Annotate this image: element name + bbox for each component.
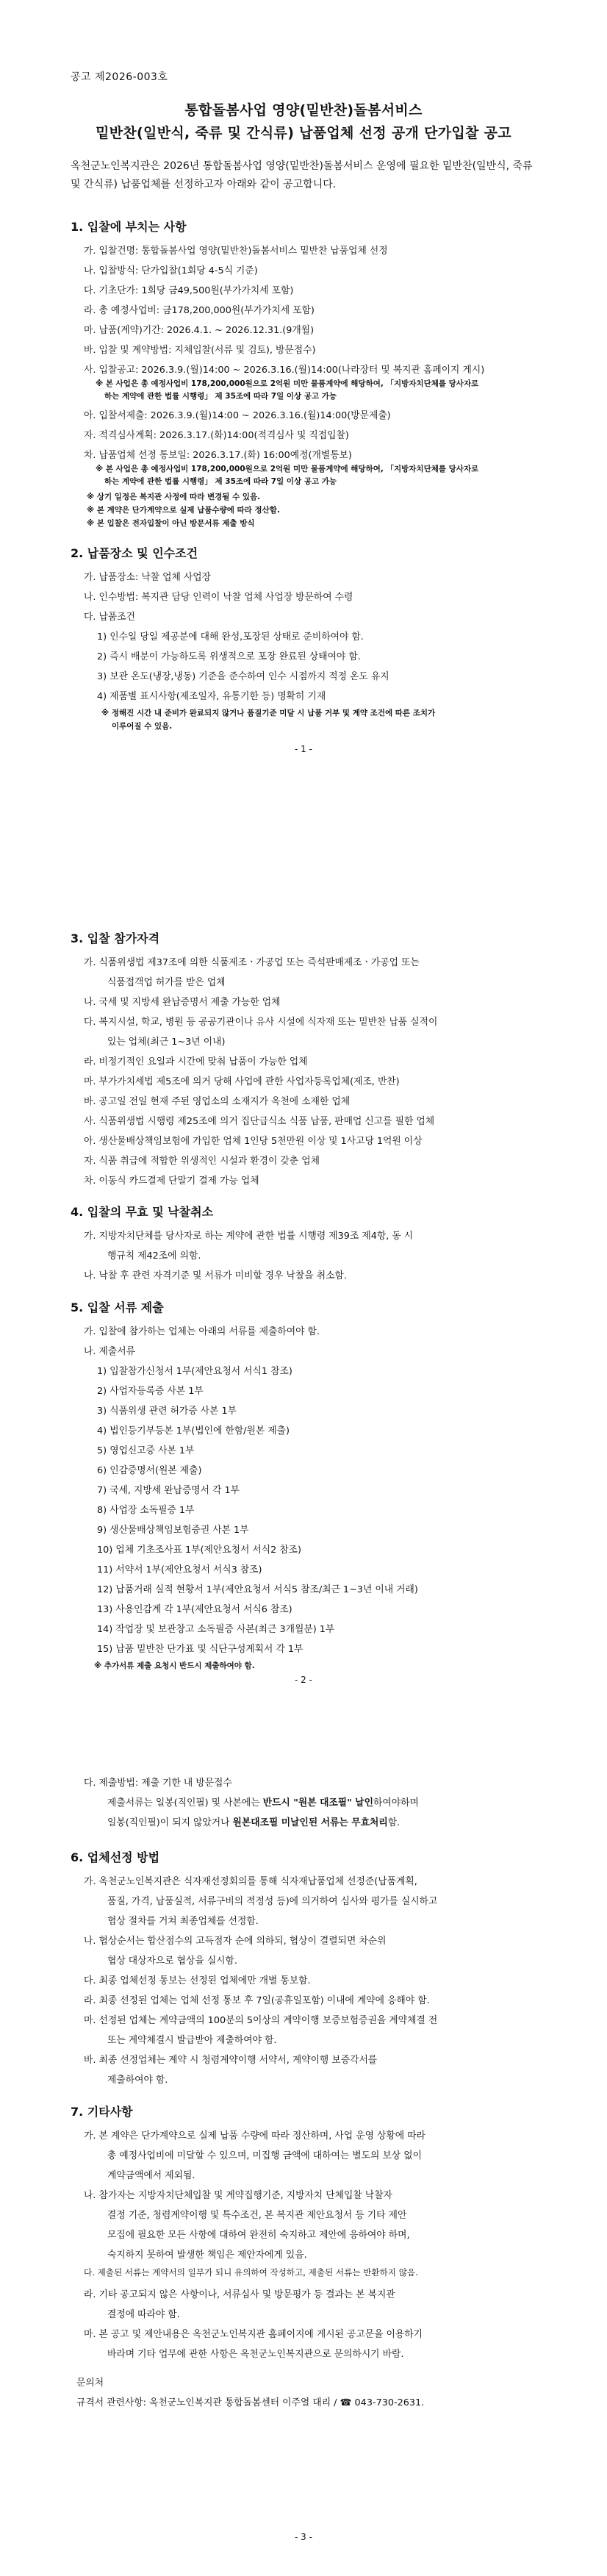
document-item: 7) 국세, 지방세 완납증명서 각 1부 <box>97 1485 240 1496</box>
s7-item-ga-1: 가. 본 계약은 단가계약으로 실제 납품 수량에 따라 정산하며, 사업 운영 상황에 따라 <box>84 2130 425 2142</box>
document-item: 14) 작업장 및 보관창고 소독필증 사본(최근 3개월분) 1부 <box>97 1624 335 1635</box>
intro-paragraph: 옥천군노인복지관은 2026년 통합돌봄사업 영양(밑반찬)돌봄서비스 운영에 필요한 밑반찬(일반식, 죽류 및 간식류) 납품업체를 선정하고자 아래와 같이 공고합니다. <box>71 160 533 190</box>
s3-item-cha: 차. 이동식 카드결제 단말기 결제 가능 업체 <box>84 1176 259 1187</box>
s5-item-na: 나. 제출서류 <box>84 1346 135 1357</box>
s1-note-method: ※ 본 입찰은 전자입찰이 아닌 방문서류 제출 방식 <box>87 519 255 528</box>
document-item: 9) 생산물배상책임보험증권 사본 1부 <box>97 1525 249 1536</box>
s1-item-ja: 자. 적격심사계획: 2026.3.17.(화)14:00(적격심사 및 직접입찰) <box>84 430 349 441</box>
contact-phone: 043-730-2631. <box>351 2397 425 2408</box>
page-number-2: - 2 - <box>295 1675 312 1685</box>
s6-item-ma-2: 또는 계약체결시 발급받아 제출하여야 함. <box>107 2035 277 2046</box>
s6-item-na-2: 협상 대상자으로 협상을 실시함. <box>107 1956 237 1967</box>
s2-condition-2: 2) 즉시 배분이 가능하도록 위생적으로 포장 완료된 상태여야 함. <box>97 651 361 662</box>
s2-item-da: 다. 납품조건 <box>84 612 135 623</box>
s1-item-ba: 바. 입찰 및 계약방법: 지체입찰(서류 및 검토), 방문접수) <box>84 345 316 356</box>
s2-condition-3: 3) 보관 온도(냉장,냉동) 기준을 준수하여 인수 시점까지 적정 온도 유지 <box>97 671 389 682</box>
title-line-2: 밑반찬(일반식, 죽류 및 간식류) 납품업체 선정 공개 단가입찰 공고 <box>96 125 511 141</box>
contact-line <box>76 2394 424 2408</box>
s1-cha-note-2: 하는 계약에 관한 법률 시행령」 제 35조에 따라 7일 이상 공고 가능 <box>104 477 337 486</box>
s3-item-na: 나. 국세 및 지방세 완납증명서 제출 가능한 업체 <box>84 997 281 1008</box>
s1-cha-note-1: ※ 본 사업은 총 예정사업비 178,200,000원으로 2억원 미만 물품계약에 해당하여, 「지방자치단체를 당사자로 <box>96 465 479 473</box>
s2-condition-4: 4) 제품별 표시사항(제조일자, 유통기한 등) 명확히 기재 <box>97 691 326 702</box>
section-4-heading: 4. 입찰의 무효 및 낙찰취소 <box>71 1205 214 1219</box>
s6-item-na-1: 나. 협상순서는 합산점수의 고득점자 순에 의하되, 협상이 결렬되면 차순위 <box>84 1936 387 1947</box>
page-number-3: - 3 - <box>295 2532 312 2542</box>
s3-item-ga-1: 가. 식품위생법 제37조에 의한 식품제조ㆍ가공업 또는 즉석판매제조ㆍ가공업 또는 <box>84 957 420 968</box>
section-6-heading: 6. 업체선정 방법 <box>71 1850 160 1864</box>
s7-item-ma-2: 바라며 기타 업무에 관한 사항은 옥천군노인복지관으로 문의하시기 바람. <box>107 2349 404 2360</box>
s7-item-ma-1: 마. 본 공고 및 제안내용은 옥천군노인복지관 홈페이지에 게시된 공고문을 이용하기 <box>84 2329 423 2340</box>
document-item: 12) 납품거래 실적 현황서 1부(제안요청서 서식5 참조/최근 1~3년 이내 거래) <box>97 1584 418 1595</box>
s7-item-ra-1: 라. 기타 공고되지 않은 사항이나, 서류심사 및 방문평가 등 결과는 본 복지관 <box>84 2289 395 2300</box>
document-item: 3) 식품위생 관련 허가증 사본 1부 <box>97 1406 237 1417</box>
s2-note-1: ※ 정해진 시간 내 준비가 완료되지 않거나 품질기준 미달 시 납품 거부 및 계약 조건에 따른 조치가 <box>101 709 436 718</box>
s5-da-text-end: 함. <box>387 1817 401 1828</box>
document-item: 13) 사용인감계 각 1부(제안요청서 서식6 참조) <box>97 1604 292 1615</box>
document-item: 4) 법인등기부등본 1부(법인에 한함/원본 제출) <box>97 1425 290 1437</box>
page-3 <box>0 1719 607 2576</box>
s3-item-ra: 라. 비정기적인 요일과 시간에 맞춰 납품이 가능한 업체 <box>84 1056 308 1067</box>
s5-da-text: 일봉(직인필)이 되지 않았거나 <box>107 1817 233 1828</box>
s6-item-da: 다. 최종 업체선정 통보는 선정된 업체에만 개별 통보함. <box>84 1975 311 1986</box>
s5-item-da-1: 다. 제출방법: 제출 기한 내 방문접수 <box>84 1778 232 1789</box>
contact-text: 규격서 관련사항: 옥천군노인복지관 통합돌봄센터 이주열 대리 / <box>76 2397 340 2408</box>
s5-da-emphasis: 반드시 "원본 대조필" 날인 <box>262 1797 374 1808</box>
s7-item-ga-3: 계약금액에서 제외됨. <box>107 2170 195 2181</box>
s1-item-da: 다. 기초단가: 1회당 금49,500원(부가가치세 포함) <box>84 285 294 296</box>
title-line-1: 통합돌봄사업 영양(밑반찬)돌봄서비스 <box>184 102 423 118</box>
s1-sa-note-1: ※ 본 사업은 총 예정사업비 178,200,000원으로 2억원 미만 물품계약에 해당하여, 「지방자치단체를 당사자로 <box>96 379 479 388</box>
s7-item-na-3: 모집에 필요한 모든 사항에 대하여 완전히 숙지하고 제안에 응하여야 하며, <box>107 2230 410 2241</box>
s1-item-ga: 가. 입찰건명: 통합돌봄사업 영양(밑반찬)돌봄서비스 밑반찬 납품업체 선정 <box>84 246 388 257</box>
contact-label: 문의처 <box>76 2378 104 2389</box>
s2-note-2: 이루어질 수 있음. <box>112 722 173 731</box>
s1-item-cha: 차. 납품업체 선정 통보일: 2026.3.17.(화) 16:00예정(개별통보) <box>84 450 352 461</box>
document-item: 11) 서약서 1부(제안요청서 서식3 참조) <box>97 1564 262 1575</box>
s5-item-da-2 <box>107 1795 419 1808</box>
s4-item-ga-2: 행규칙 제42조에 의함. <box>107 1251 201 1262</box>
s6-item-ba-2: 제출하여야 함. <box>107 2075 168 2086</box>
s3-item-a: 아. 생산물배상책임보험에 가입한 업체 1인당 5천만원 이상 및 1사고당 1억원 이상 <box>84 1136 423 1147</box>
s5-note: ※ 추가서류 제출 요청시 반드시 제출하여야 함. <box>94 1661 255 1670</box>
s1-item-a: 아. 입찰서제출: 2026.3.9.(월)14:00 ~ 2026.3.16.(월)14:00(방문제출) <box>84 410 391 421</box>
section-2-heading: 2. 납품장소 및 인수조건 <box>71 546 198 560</box>
s7-item-na-2: 결정 기준, 청렴계약이행 및 특수조건, 본 복지관 제안요청서 등 기타 제안 <box>107 2210 407 2221</box>
s3-item-ga-2: 식품접객업 허가를 받은 업체 <box>107 977 226 988</box>
document-item: 15) 납품 밑반찬 단가표 및 식단구성계획서 각 1부 <box>97 1644 304 1655</box>
s1-note-unit-price: ※ 본 계약은 단가계약으로 실제 납품수량에 따라 정산함. <box>87 506 280 515</box>
s3-item-da-1: 다. 복지시설, 학교, 병원 등 공공기관이나 유사 시설에 식자재 또는 밑반찬 납품 실적이 <box>84 1017 438 1028</box>
s1-item-sa: 사. 입찰공고: 2026.3.9.(월)14:00 ~ 2026.3.16.(월)14:00(나라장터 및 복지관 홈페이지 게시) <box>84 365 485 376</box>
s2-item-na: 나. 인수방법: 복지관 담당 인력이 낙찰 업체 사업장 방문하여 수령 <box>84 592 353 603</box>
s7-item-da: 다. 제출된 서류는 계약서의 일부가 되니 유의하여 작성하고, 제출된 서류는 반환하지 않음. <box>84 2267 418 2278</box>
s3-item-da-2: 있는 업체(최근 1~3년 이내) <box>107 1037 226 1048</box>
s5-da-emphasis: 원본대조필 미날인된 서류는 무효처리 <box>232 1817 388 1828</box>
s6-item-ba-1: 바. 최종 선정업체는 계약 시 청렴계약이행 서약서, 계약이행 보증각서를 <box>84 2055 378 2066</box>
s5-item-ga: 가. 입찰에 참가하는 업체는 아래의 서류를 제출하여야 함. <box>84 1326 320 1337</box>
s1-item-ma: 마. 납품(계약)기간: 2026.4.1. ~ 2026.12.31.(9개월) <box>84 325 315 336</box>
s3-item-sa: 사. 식품위생법 시행령 제25조에 의거 집단급식소 식품 납품, 판매업 신고를 필한 업체 <box>84 1116 435 1127</box>
s3-item-ja: 자. 식품 취급에 적합한 위생적인 시설과 환경이 갖춘 업체 <box>84 1156 320 1167</box>
document-item: 10) 업체 기초조사표 1부(제안요청서 서식2 참조) <box>97 1545 302 1556</box>
document-item: 6) 인감증명서(원본 제출) <box>97 1465 202 1476</box>
document-item: 1) 입찰참가신청서 1부(제안요청서 서식1 참조) <box>97 1366 292 1377</box>
s7-item-na-1: 나. 참가자는 지방자치단체입찰 및 계약집행기준, 지방자치 단체입찰 낙찰자 <box>84 2190 392 2201</box>
s6-item-ra: 라. 최종 선정된 업체는 업체 선정 통보 후 7일(공휴일포함) 이내에 계약에 응해야 함. <box>84 1995 430 2006</box>
s1-sa-note-2: 하는 계약에 관한 법률 시행령」 제 35조에 따라 7일 이상 공고 가능 <box>104 392 337 401</box>
s7-item-ra-2: 결정에 따라야 함. <box>107 2309 180 2320</box>
document-item: 8) 사업장 소독필증 1부 <box>97 1505 195 1516</box>
section-1-heading: 1. 입찰에 부치는 사항 <box>71 220 187 234</box>
page-number-1: - 1 - <box>295 744 312 754</box>
s1-item-na: 나. 입찰방식: 단가입찰(1회당 4-5식 기준) <box>84 265 258 276</box>
s2-item-ga: 가. 납품장소: 낙찰 업체 사업장 <box>84 572 211 583</box>
page-2 <box>0 860 607 1719</box>
s3-item-ma: 마. 부가가치세법 제5조에 의거 당해 사업에 관한 사업자등록업체(제조, 반찬) <box>84 1076 400 1087</box>
s6-item-ga-1: 가. 옥천군노인복지관은 식자재선정회의를 통해 식자재납품업체 선정준(납품계획, <box>84 1876 417 1887</box>
s5-da-text-end: 하여야하며 <box>373 1797 419 1808</box>
s1-note-schedule: ※ 상기 일정은 복지관 사정에 따라 변경될 수 있음. <box>87 493 261 501</box>
document-item: 5) 영업신고증 사본 1부 <box>97 1445 195 1456</box>
s5-item-da-3 <box>107 1814 400 1828</box>
s1-item-ra: 라. 총 예정사업비: 금178,200,000원(부가가치세 포함) <box>84 305 315 316</box>
s6-item-ga-3: 협상 절차를 거쳐 최종업체를 선정함. <box>107 1916 259 1927</box>
section-5-heading: 5. 입찰 서류 제출 <box>71 1300 164 1314</box>
s4-item-na: 나. 낙찰 후 관련 자격기준 및 서류가 미비할 경우 낙찰을 취소함. <box>84 1270 347 1281</box>
section-3-heading: 3. 입찰 참가자격 <box>71 931 160 945</box>
s4-item-ga-1: 가. 지방자치단체를 당사자로 하는 계약에 관한 법률 시행령 제39조 제4항, 동 시 <box>84 1231 414 1242</box>
s6-item-ma-1: 마. 선정된 업체는 계약금액의 100분의 5이상의 계약이행 보증보험증권을 계약체결 전 <box>84 2015 438 2026</box>
s3-item-ba: 바. 공고일 전일 현재 주된 영업소의 소재지가 옥천에 소재한 업체 <box>84 1096 351 1107</box>
s6-item-ga-2: 품질, 가격, 납품실적, 서류구비의 적정성 등)에 의거하여 심사와 평가를 실시하고 <box>107 1896 438 1907</box>
document-number: 공고 제2026-003호 <box>71 71 168 83</box>
page-1 <box>0 0 607 860</box>
phone-icon: ☎ <box>340 2397 352 2408</box>
s7-item-ga-2: 총 예정사업비에 미달할 수 있으며, 미집행 금액에 대하여는 별도의 보상 없이 <box>107 2150 422 2161</box>
section-7-heading: 7. 기타사항 <box>71 2105 133 2119</box>
s5-da-text: 제출서류는 일봉(직인필) 및 사본에는 <box>107 1797 263 1808</box>
document-item: 2) 사업자등록증 사본 1부 <box>97 1386 204 1397</box>
s2-condition-1: 1) 인수일 당일 제공분에 대해 완성,포장된 상태로 준비하여야 함. <box>97 632 364 643</box>
s7-item-na-4: 숙지하지 못하여 발생한 책임은 제안자에게 있음. <box>107 2250 307 2261</box>
